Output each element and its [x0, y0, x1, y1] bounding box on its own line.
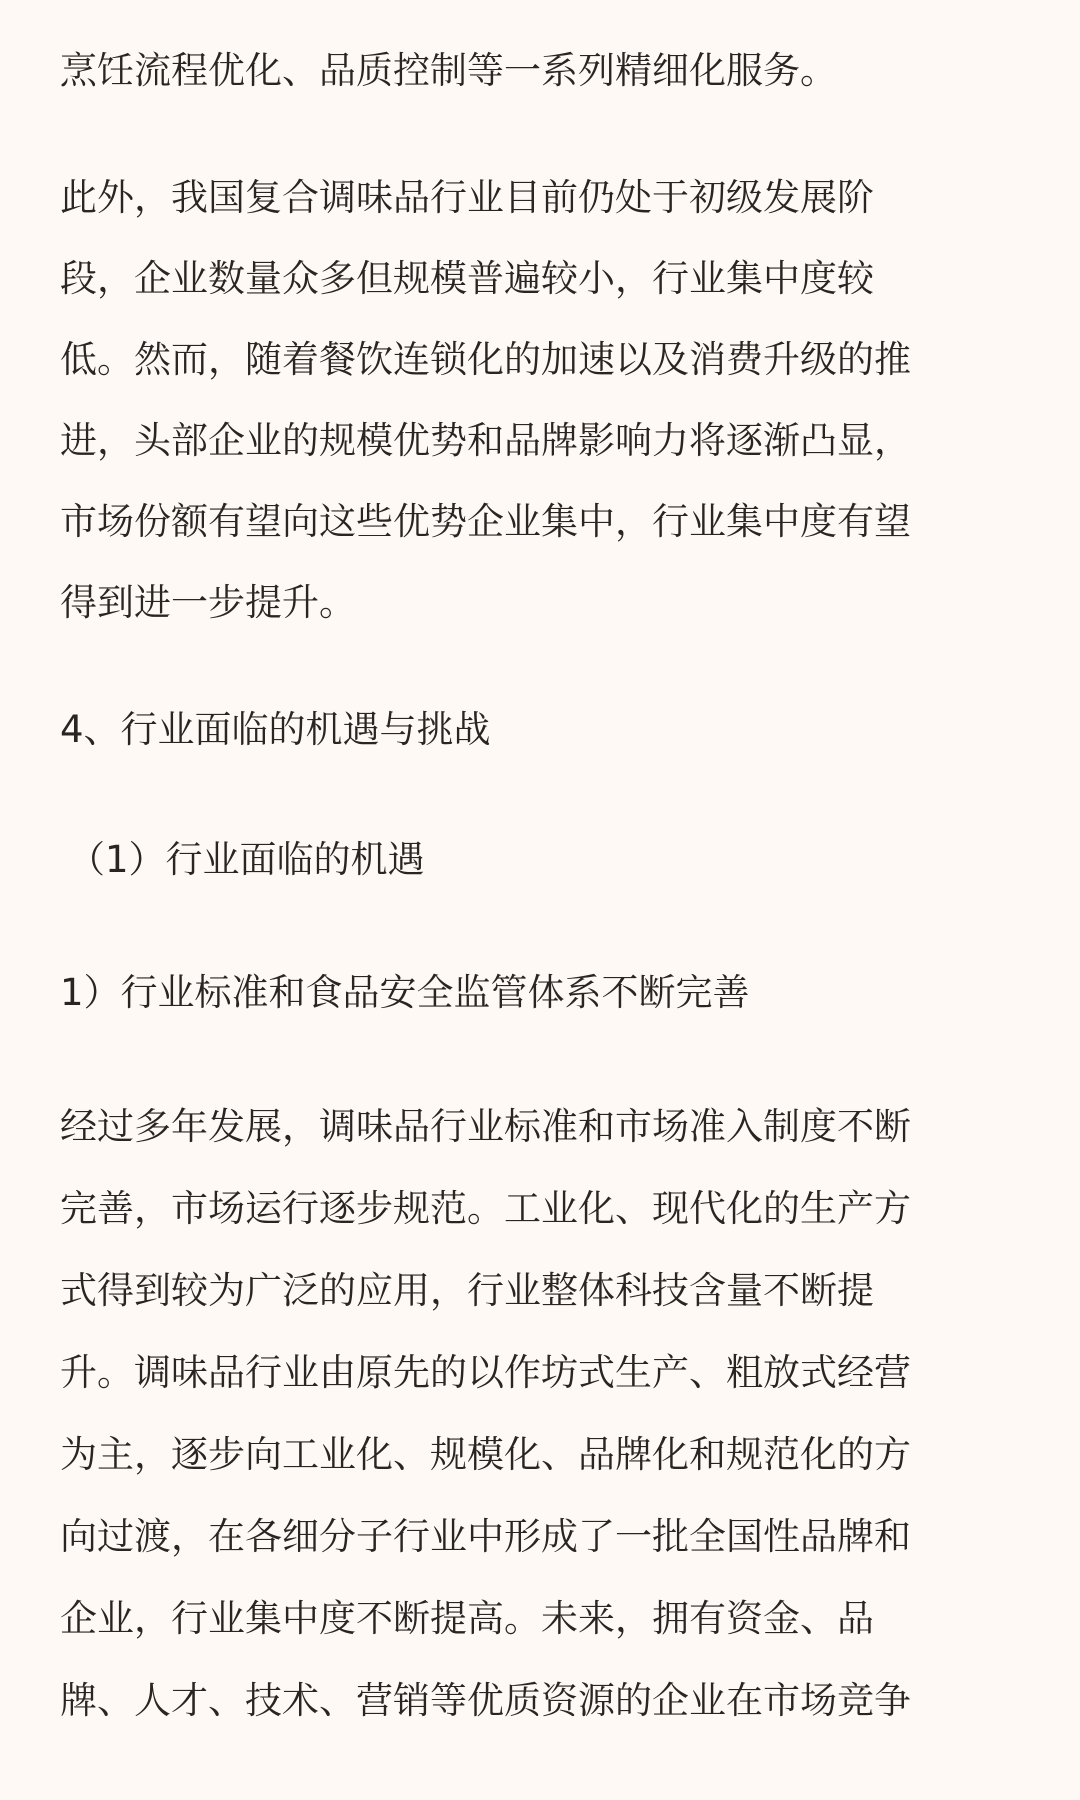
sub-subsection-heading: 1）行业标准和食品安全监管体系不断完善 — [60, 971, 750, 1014]
text-line: 经过多年发展，调味品行业标准和市场准入制度不断 — [60, 1105, 911, 1148]
text-line: 此外，我国复合调味品行业目前仍处于初级发展阶 — [60, 176, 874, 219]
text-line: 进，头部企业的规模优势和品牌影响力将逐渐凸显， — [60, 419, 911, 462]
text-line: 为主，逐步向工业化、规模化、品牌化和规范化的方 — [60, 1433, 911, 1476]
paragraph-2 — [60, 176, 1020, 624]
paragraph-1 — [60, 49, 1020, 92]
text-line: 牌、人才、技术、营销等优质资源的企业在市场竞争 — [60, 1679, 911, 1722]
text-line: 段，企业数量众多但规模普遍较小，行业集中度较 — [60, 257, 874, 300]
text-line: 烹饪流程优化、品质控制等一系列精细化服务。 — [60, 49, 837, 92]
subsection-heading: （1）行业面临的机遇 — [68, 838, 425, 881]
text-line: 完善，市场运行逐步规范。工业化、现代化的生产方 — [60, 1187, 911, 1230]
text-line: 式得到较为广泛的应用，行业整体科技含量不断提 — [60, 1269, 874, 1312]
section-heading: 4、行业面临的机遇与挑战 — [60, 708, 491, 751]
paragraph-3 — [60, 1105, 1020, 1722]
text-line: 得到进一步提升。 — [60, 581, 356, 624]
text-line: 市场份额有望向这些优势企业集中，行业集中度有望 — [60, 500, 911, 543]
text-line: 升。调味品行业由原先的以作坊式生产、粗放式经营 — [60, 1351, 911, 1394]
text-line: 向过渡，在各细分子行业中形成了一批全国性品牌和 — [60, 1515, 911, 1558]
text-line: 低。然而，随着餐饮连锁化的加速以及消费升级的推 — [60, 338, 911, 381]
text-line: 企业，行业集中度不断提高。未来，拥有资金、品 — [60, 1597, 874, 1640]
